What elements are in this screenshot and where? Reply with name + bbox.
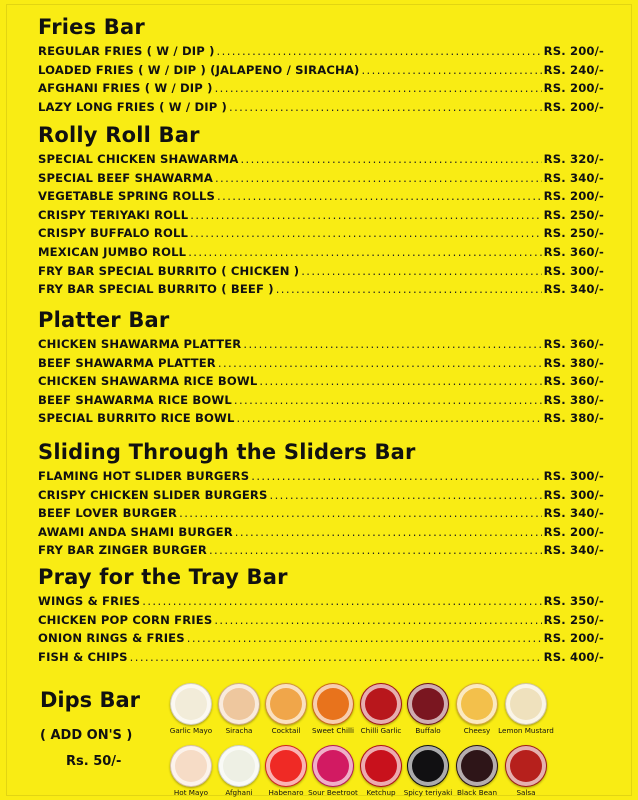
item-price: RS. 200/-	[543, 44, 604, 58]
dot-leader	[179, 504, 542, 523]
menu-item	[38, 98, 604, 117]
menu-item	[38, 61, 604, 80]
dip-cup	[407, 683, 449, 725]
menu-item	[38, 467, 604, 486]
dot-leader	[187, 629, 542, 648]
item-name: MEXICAN JUMBO ROLL	[38, 244, 187, 259]
menu-item	[38, 504, 604, 523]
item-name: BEEF SHAWARMA RICE BOWL	[38, 392, 232, 407]
item-name: CRISPY CHICKEN SLIDER BURGERS	[38, 487, 268, 502]
item-name: CRISPY BUFFALO ROLL	[38, 226, 189, 241]
item-price: RS. 340/-	[543, 282, 604, 297]
item-price: RS. 360/-	[543, 374, 604, 389]
item-price: RS. 300/-	[543, 263, 604, 278]
dot-leader	[240, 150, 541, 169]
item-price: RS. 360/-	[543, 244, 604, 259]
item-name: WINGS & FRIES	[38, 594, 141, 608]
item-price: RS. 250/-	[543, 612, 604, 627]
item-price: RS. 200/-	[543, 189, 604, 204]
dot-leader	[188, 243, 541, 262]
section-title: Platter Bar	[38, 308, 170, 332]
dip-label: Afghani	[225, 788, 253, 797]
item-name: CRISPY TERIYAKI ROLL	[38, 207, 189, 222]
dip-cup	[312, 683, 354, 725]
menu-item	[38, 354, 604, 373]
item-price: RS. 400/-	[543, 649, 604, 664]
dot-leader	[217, 187, 542, 206]
dip-cup	[360, 745, 402, 787]
dips-price: Rs. 50/-	[66, 754, 122, 769]
dot-leader	[234, 391, 542, 410]
menu-item	[38, 169, 604, 188]
dip-cup	[360, 683, 402, 725]
dip-cup	[218, 683, 260, 725]
item-name: REGULAR FRIES ( W / DIP )	[38, 44, 215, 58]
section-title: Rolly Roll Bar	[38, 123, 200, 147]
item-price: RS. 200/-	[543, 524, 604, 539]
dot-leader	[251, 467, 541, 486]
dot-leader	[142, 592, 541, 611]
dip-cup	[505, 683, 547, 725]
dips-addon-label: ( ADD ON'S )	[40, 728, 133, 743]
dip-label: Cheesy	[463, 726, 491, 735]
item-price: RS. 340/-	[543, 543, 604, 558]
dot-leader	[215, 79, 542, 98]
menu-item	[38, 42, 604, 61]
dot-leader	[209, 541, 542, 560]
dip-label: Cocktail	[271, 726, 301, 735]
menu-item	[38, 541, 604, 560]
item-name: SPECIAL BEEF SHAWARMA	[38, 170, 213, 185]
dip-lemon-mustard	[500, 683, 552, 736]
item-price: RS. 200/-	[543, 99, 604, 114]
item-name: CHICKEN SHAWARMA PLATTER	[38, 337, 242, 351]
item-price: RS. 340/-	[543, 170, 604, 185]
menu-item	[38, 523, 604, 542]
item-price: RS. 200/-	[543, 631, 604, 646]
menu-item	[38, 592, 604, 611]
menu-item	[38, 629, 604, 648]
item-name: SPECIAL CHICKEN SHAWARMA	[38, 152, 239, 166]
dip-cup	[218, 745, 260, 787]
dip-cup	[265, 745, 307, 787]
dip-label: Buffalo	[415, 726, 441, 735]
dip-cup	[407, 745, 449, 787]
dip-label: Lemon Mustard	[498, 726, 554, 735]
menu-item	[38, 206, 604, 225]
item-price: RS. 250/-	[543, 207, 604, 222]
dip-label: Sweet Chilli	[312, 726, 354, 735]
section-platter-bar	[38, 305, 604, 428]
menu-item	[38, 335, 604, 354]
item-name: LAZY LONG FRIES ( W / DIP )	[38, 99, 228, 114]
dot-leader	[190, 224, 542, 243]
menu-item	[38, 409, 604, 428]
dot-leader	[130, 648, 542, 667]
dip-cup	[456, 745, 498, 787]
dip-label: Ketchup	[366, 788, 396, 797]
dip-label: Salsa	[516, 788, 536, 797]
item-name: VEGETABLE SPRING ROLLS	[38, 189, 216, 204]
menu-item	[38, 372, 604, 391]
menu-item	[38, 262, 604, 281]
menu-item	[38, 150, 604, 169]
dot-leader	[270, 486, 542, 505]
dip-cup	[265, 683, 307, 725]
dot-leader	[276, 280, 542, 299]
dot-leader	[214, 611, 541, 630]
menu-item	[38, 187, 604, 206]
dip-label: Habenaro	[268, 788, 304, 797]
dip-cup	[170, 683, 212, 725]
dip-label: Black Bean	[456, 788, 498, 797]
dip-cup	[312, 745, 354, 787]
item-name: FLAMING HOT SLIDER BURGERS	[38, 469, 250, 483]
item-price: RS. 300/-	[543, 469, 604, 483]
item-price: RS. 320/-	[543, 152, 604, 166]
item-price: RS. 340/-	[543, 506, 604, 521]
section-sliders-bar	[38, 437, 604, 560]
menu-item	[38, 243, 604, 262]
item-name: FRY BAR ZINGER BURGER	[38, 543, 207, 558]
section-fries-bar	[38, 12, 604, 116]
dot-leader	[361, 61, 541, 80]
item-price: RS. 250/-	[543, 226, 604, 241]
menu-item	[38, 486, 604, 505]
dip-label: Siracha	[225, 726, 253, 735]
dip-salsa	[500, 745, 552, 798]
item-name: ONION RINGS & FRIES	[38, 631, 185, 646]
menu-item	[38, 648, 604, 667]
item-name: LOADED FRIES ( W / DIP ) (JALAPENO / SIRACHA)	[38, 62, 360, 77]
dot-leader	[237, 409, 542, 428]
section-title: Sliding Through the Sliders Bar	[38, 440, 416, 464]
dot-leader	[259, 372, 541, 391]
section-title: Pray for the Tray Bar	[38, 565, 288, 589]
item-price: RS. 360/-	[543, 337, 604, 351]
menu-item	[38, 224, 604, 243]
menu-item	[38, 280, 604, 299]
dips-title: Dips Bar	[40, 688, 141, 712]
section-title: Fries Bar	[38, 15, 145, 39]
item-price: RS. 380/-	[543, 355, 604, 370]
dip-label: Sour Beetroot	[308, 788, 358, 797]
menu-item	[38, 79, 604, 98]
item-name: FRY BAR SPECIAL BURRITO ( BEEF )	[38, 282, 274, 297]
dip-cup	[456, 683, 498, 725]
dot-leader	[218, 354, 542, 373]
menu-item	[38, 391, 604, 410]
item-name: SPECIAL BURRITO RICE BOWL	[38, 411, 235, 426]
item-price: RS. 350/-	[543, 594, 604, 608]
dot-leader	[229, 98, 542, 117]
item-name: CHICKEN POP CORN FRIES	[38, 612, 213, 627]
dip-label: Garlic Mayo	[169, 726, 213, 735]
item-name: FRY BAR SPECIAL BURRITO ( CHICKEN )	[38, 263, 300, 278]
dip-label: Chilli Garlic	[360, 726, 402, 735]
dot-leader	[217, 42, 542, 61]
dip-cup	[505, 745, 547, 787]
item-name: BEEF SHAWARMA PLATTER	[38, 355, 216, 370]
dot-leader	[235, 523, 542, 542]
dip-cup	[170, 745, 212, 787]
dip-label: Hot Mayo	[173, 788, 209, 797]
item-name: FISH & CHIPS	[38, 649, 128, 664]
dot-leader	[190, 206, 541, 225]
item-price: RS. 300/-	[543, 487, 604, 502]
item-name: AFGHANI FRIES ( W / DIP )	[38, 81, 213, 96]
item-price: RS. 380/-	[543, 392, 604, 407]
item-name: AWAMI ANDA SHAMI BURGER	[38, 524, 233, 539]
item-price: RS. 380/-	[543, 411, 604, 426]
section-tray-bar	[38, 562, 604, 666]
dot-leader	[243, 335, 541, 354]
dot-leader	[301, 262, 541, 281]
menu-item	[38, 611, 604, 630]
item-price: RS. 200/-	[543, 81, 604, 96]
dot-leader	[215, 169, 542, 188]
section-rolly-roll-bar	[38, 120, 604, 299]
item-price: RS. 240/-	[543, 62, 604, 77]
dip-label: Spicy teriyaki	[403, 788, 453, 797]
item-name: BEEF LOVER BURGER	[38, 506, 178, 521]
item-name: CHICKEN SHAWARMA RICE BOWL	[38, 374, 258, 389]
